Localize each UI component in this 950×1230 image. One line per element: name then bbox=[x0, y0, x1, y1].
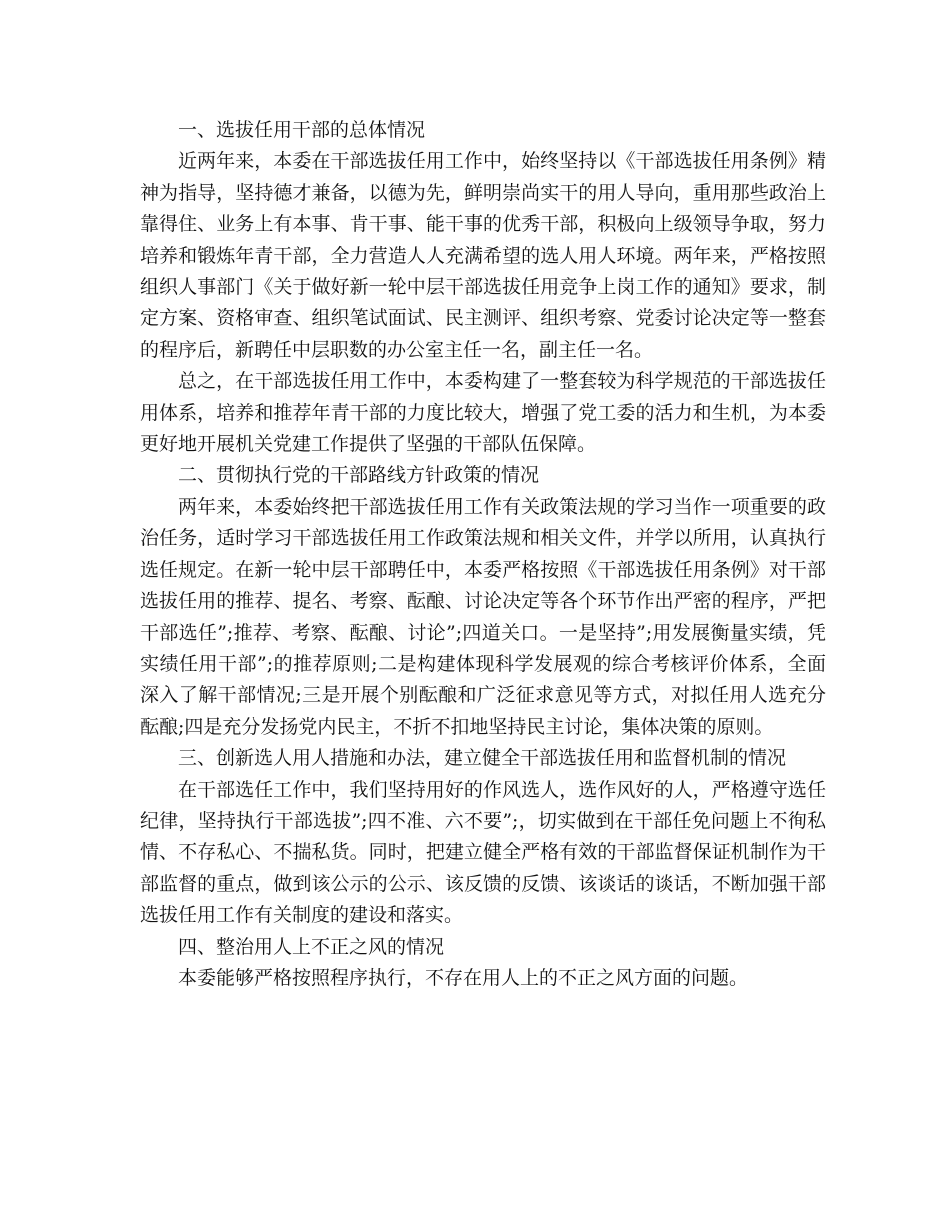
section-heading-1: 一、选拔任用干部的总体情况 bbox=[178, 119, 426, 141]
body-paragraph: 本委能够严格按照程序执行，不存在用人上的不正之风方面的问题。 bbox=[178, 966, 749, 989]
section-heading-3: 三、创新选人用人措施和办法，建立健全干部选拔任用和监督机制的情况 bbox=[178, 747, 787, 770]
section-heading-4: 四、整治用人上不正之风的情况 bbox=[178, 935, 445, 958]
section-heading-2: 二、贯彻执行党的干部路线方针政策的情况 bbox=[178, 464, 540, 487]
body-paragraph: 近两年来，本委在干部选拔任用工作中，始终坚持以《干部选拔任用条例》精神为指导，坚持德才兼备，以德为先，鲜明崇尚实干的用人导向，重用那些政治上靠得住、业务上有本事、肯干事、能干事的优秀干部，积极向上级领导争取，努力培养和锻炼年青干部，全力营造人人充满希望的选人用人环境。两年来，严格按照组织人事部门《关于做好新一轮中层干部选拔任用竞争上岗工作的通知》要求，制定方案、资格审查、组织笔试面试、民主测评、组织考察、党委讨论决定等一整套的程序后，新聘任中层职数的办公室主任一名，副主任一名。 bbox=[140, 150, 826, 361]
body-paragraph: 在干部选任工作中，我们坚持用好的作风选人，选作风好的人，严格遵守选任纪律，坚持执行干部选拔”;四不准、六不要”;，切实做到在干部任免问题上不徇私情、不存私心、不揣私货。同时，把建立健全严格有效的干部监督保证机制作为干部监督的重点，做到该公示的公示、该反馈的反馈、该谈话的谈话，不断加强干部选拔任用工作有关制度的建设和落实。 bbox=[140, 778, 826, 927]
document-body bbox=[140, 115, 826, 994]
body-paragraph: 两年来，本委始终把干部选拔任用工作有关政策法规的学习当作一项重要的政治任务，适时学习干部选拔任用工作政策法规和相关文件，并学以所用，认真执行选任规定。在新一轮中层干部聘任中，本委严格按照《干部选拔任用条例》对干部选拔任用的推荐、提名、考察、酝酿、讨论决定等各个环节作出严密的程序，严把干部选任”;推荐、考察、酝酿、讨论”;四道关口。一是坚持”;用发展衡量实绩，凭实绩任用干部”;的推荐原则;二是构建体现科学发展观的综合考核评价体系，全面深入了解干部情况;三是开展个别酝酿和广泛征求意见等方式，对拟任用人选充分酝酿;四是充分发扬党内民主，不折不扣地坚持民主讨论，集体决策的原则。 bbox=[140, 495, 826, 738]
body-paragraph: 总之，在干部选拔任用工作中，本委构建了一整套较为科学规范的干部选拔任用体系，培养和推荐年青干部的力度比较大，增强了党工委的活力和生机，为本委更好地开展机关党建工作提供了坚强的干部队伍保障。 bbox=[140, 370, 826, 456]
